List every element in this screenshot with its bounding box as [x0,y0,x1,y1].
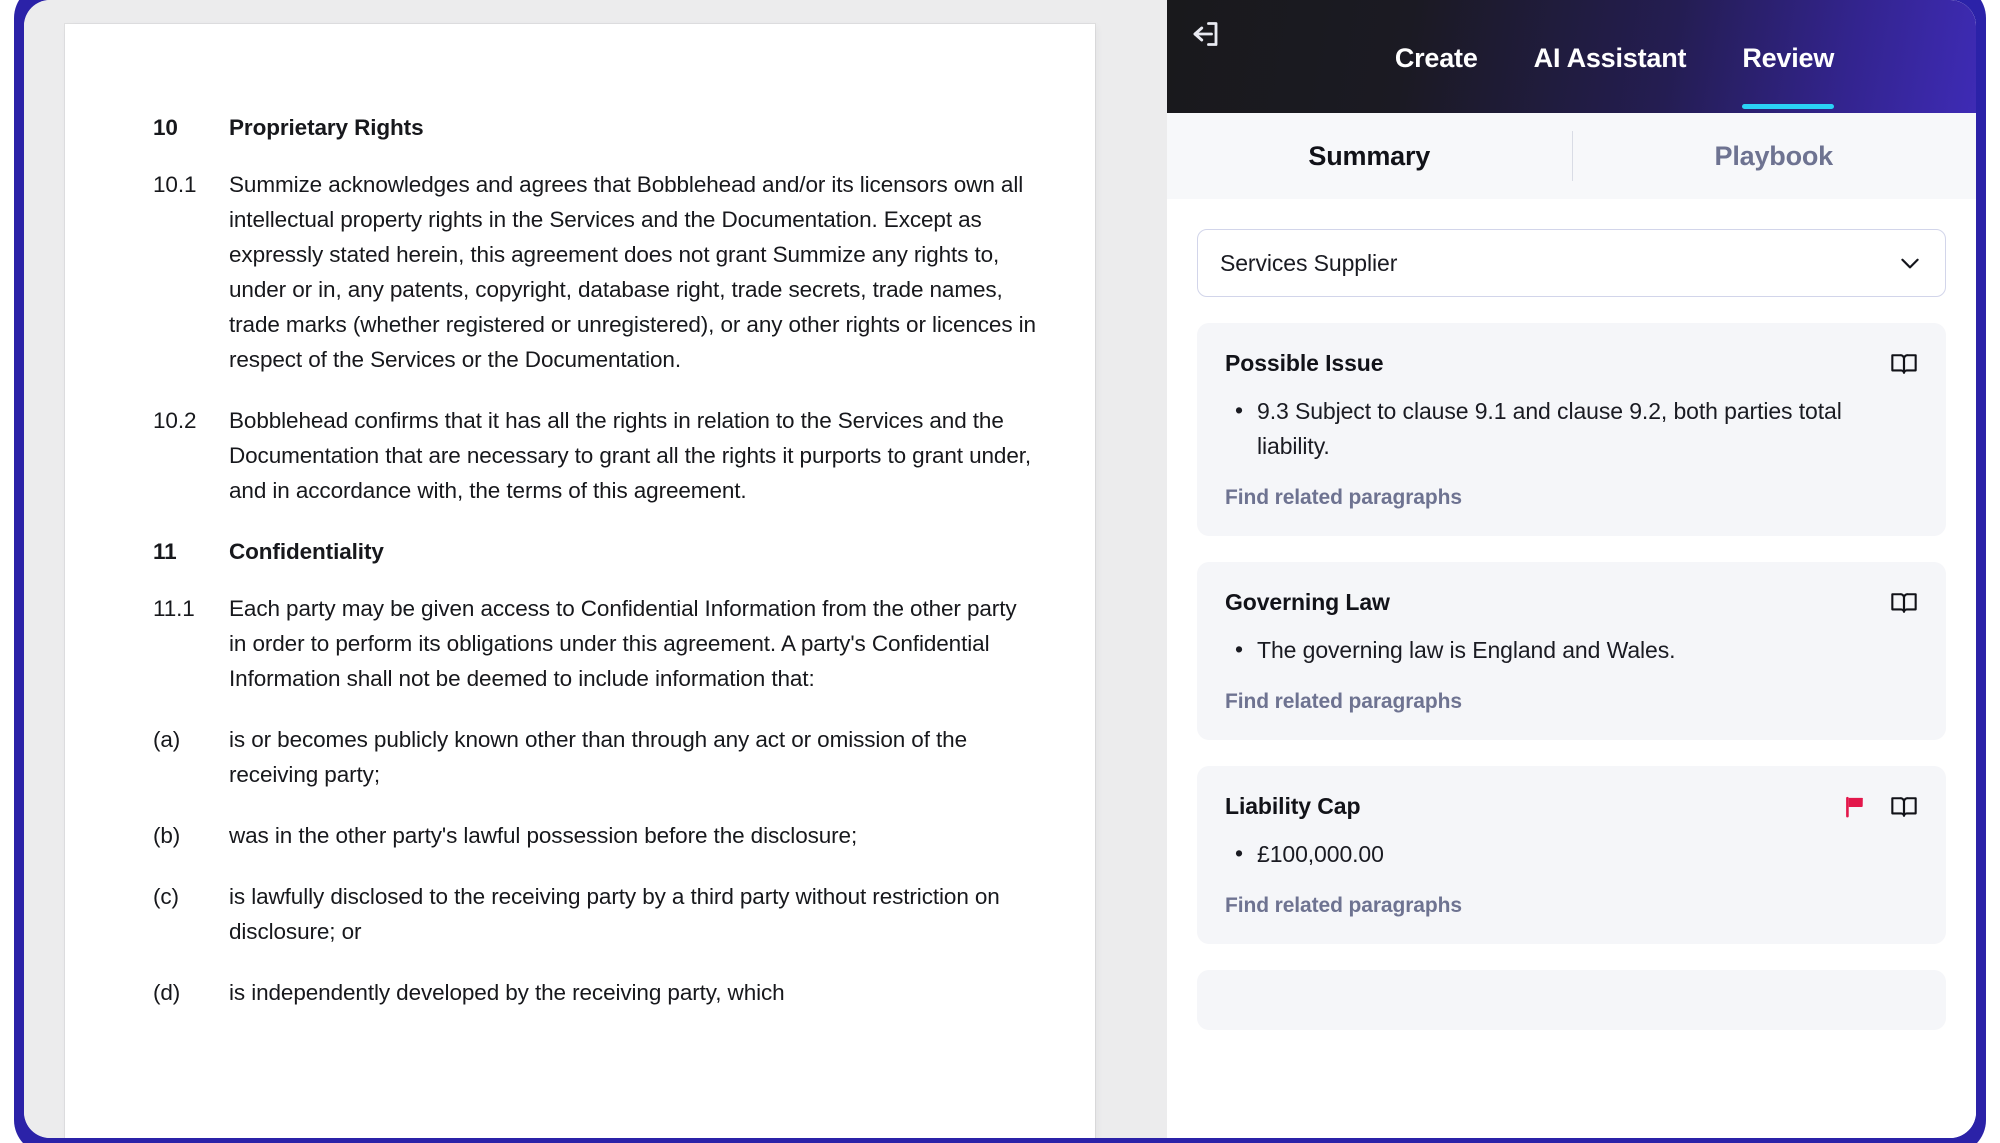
find-related-paragraphs-link[interactable]: Find related paragraphs [1225,486,1462,509]
clause-paragraph [153,591,1037,696]
party-select-dropdown[interactable] [1197,229,1946,297]
sub-item-text: is independently developed by the receiving party, which [229,980,785,1005]
sub-item-label: (d) [153,980,181,1005]
review-card-header [1225,349,1918,378]
review-card-icons [1890,588,1918,617]
review-card-bullets [1225,633,1918,668]
review-card-title: Liability Cap [1225,793,1361,819]
sub-item-label: (b) [153,823,181,848]
sub-item-text: was in the other party's lawful possession before the disclosure; [229,823,858,848]
review-card-header [1225,792,1918,821]
review-card-icons [1890,349,1918,378]
review-card[interactable] [1197,562,1946,740]
clause-heading [153,534,1037,569]
clause-number: 10.1 [153,172,197,197]
document-viewer-pane [24,0,1167,1138]
clause-text: Summize acknowledges and agrees that Bobblehead and/or its licensors own all intellectual property rights in the Services and the Documentation. Except as expressly stated herein, this agreement does not grant Summize any rights to, under or in, any patents, copyright, database right, trade secrets, trade names, trade marks (whether registered or unregistered), or any other rights or licences in respect of the Services or the Documentation. [229,172,1036,372]
clause-heading [153,110,1037,145]
find-related-paragraphs-link[interactable]: Find related paragraphs [1225,894,1462,917]
clause-text: Bobblehead confirms that it has all the rights in relation to the Services and the Documentation that are necessary to grant all the rights it purports to grant under, and in accordance with, the terms of this agreement. [229,408,1032,503]
review-card-bullet: • £100,000.00 [1225,837,1918,872]
clause-number: 11 [153,539,177,564]
clause-text: Each party may be given access to Confidential Information from the other party in order to perform its obligations under this agreement. A party's Confidential Information shall not be deemed to include information that: [229,596,1017,691]
review-card-title: Governing Law [1225,589,1390,615]
sub-item-label: (c) [153,884,179,909]
book-icon[interactable] [1890,589,1918,617]
review-card-title: Possible Issue [1225,350,1384,376]
book-icon[interactable] [1890,793,1918,821]
review-card-bullet: • 9.3 Subject to clause 9.1 and clause 9.2, both parties total liability. [1225,394,1918,464]
clause-number: 10 [153,115,178,140]
clause-paragraph [153,167,1037,377]
review-card-icons [1842,792,1918,821]
tab-create[interactable]: Create [1394,43,1478,73]
clause-number: 10.2 [153,408,197,433]
review-panel [1167,0,1976,1138]
review-card-bullets [1225,837,1918,872]
panel-content [1167,199,1976,1138]
clause-paragraph [153,403,1037,508]
review-card-bullet: • The governing law is England and Wales. [1225,633,1918,668]
document-page[interactable] [65,24,1095,1138]
clause-sub-list [153,722,1037,1010]
clause-sub-item [153,879,1037,949]
clause-sub-item [153,818,1037,853]
panel-tab-bar [1167,41,1976,113]
subtab-summary[interactable]: Summary [1308,140,1431,171]
document-text-body [153,110,1037,1036]
flag-icon[interactable] [1842,794,1868,820]
review-card[interactable] [1197,766,1946,944]
app-window-inner [24,0,1976,1138]
clause-sub-item [153,975,1037,1010]
chevron-down-icon [1897,250,1923,276]
review-card-list [1197,323,1946,1030]
review-card-partial[interactable] [1197,970,1946,1030]
clause-text: Proprietary Rights [229,115,424,140]
app-window-frame [14,0,1986,1143]
review-card[interactable] [1197,323,1946,536]
sub-item-text: is or becomes publicly known other than through any act or omission of the receiving party; [229,727,968,787]
tab-review[interactable]: Review [1714,41,1862,74]
clause-number: 11.1 [153,596,195,621]
panel-topbar [1167,0,1976,113]
review-card-bullets [1225,394,1918,464]
subtab-divider [1572,131,1573,181]
sub-item-label: (a) [153,727,181,752]
tab-ai-assistant[interactable]: AI Assistant [1533,43,1687,73]
party-select-value: Services Supplier [1220,249,1398,276]
clause-sub-item [153,722,1037,792]
clause-text: Confidentiality [229,539,384,564]
sub-item-text: is lawfully disclosed to the receiving party by a third party without restriction on disclosure; or [229,884,1000,944]
review-card-header [1225,588,1918,617]
book-icon[interactable] [1890,350,1918,378]
panel-subtab-bar [1167,113,1976,199]
subtab-playbook[interactable]: Playbook [1714,140,1833,171]
find-related-paragraphs-link[interactable]: Find related paragraphs [1225,690,1462,713]
